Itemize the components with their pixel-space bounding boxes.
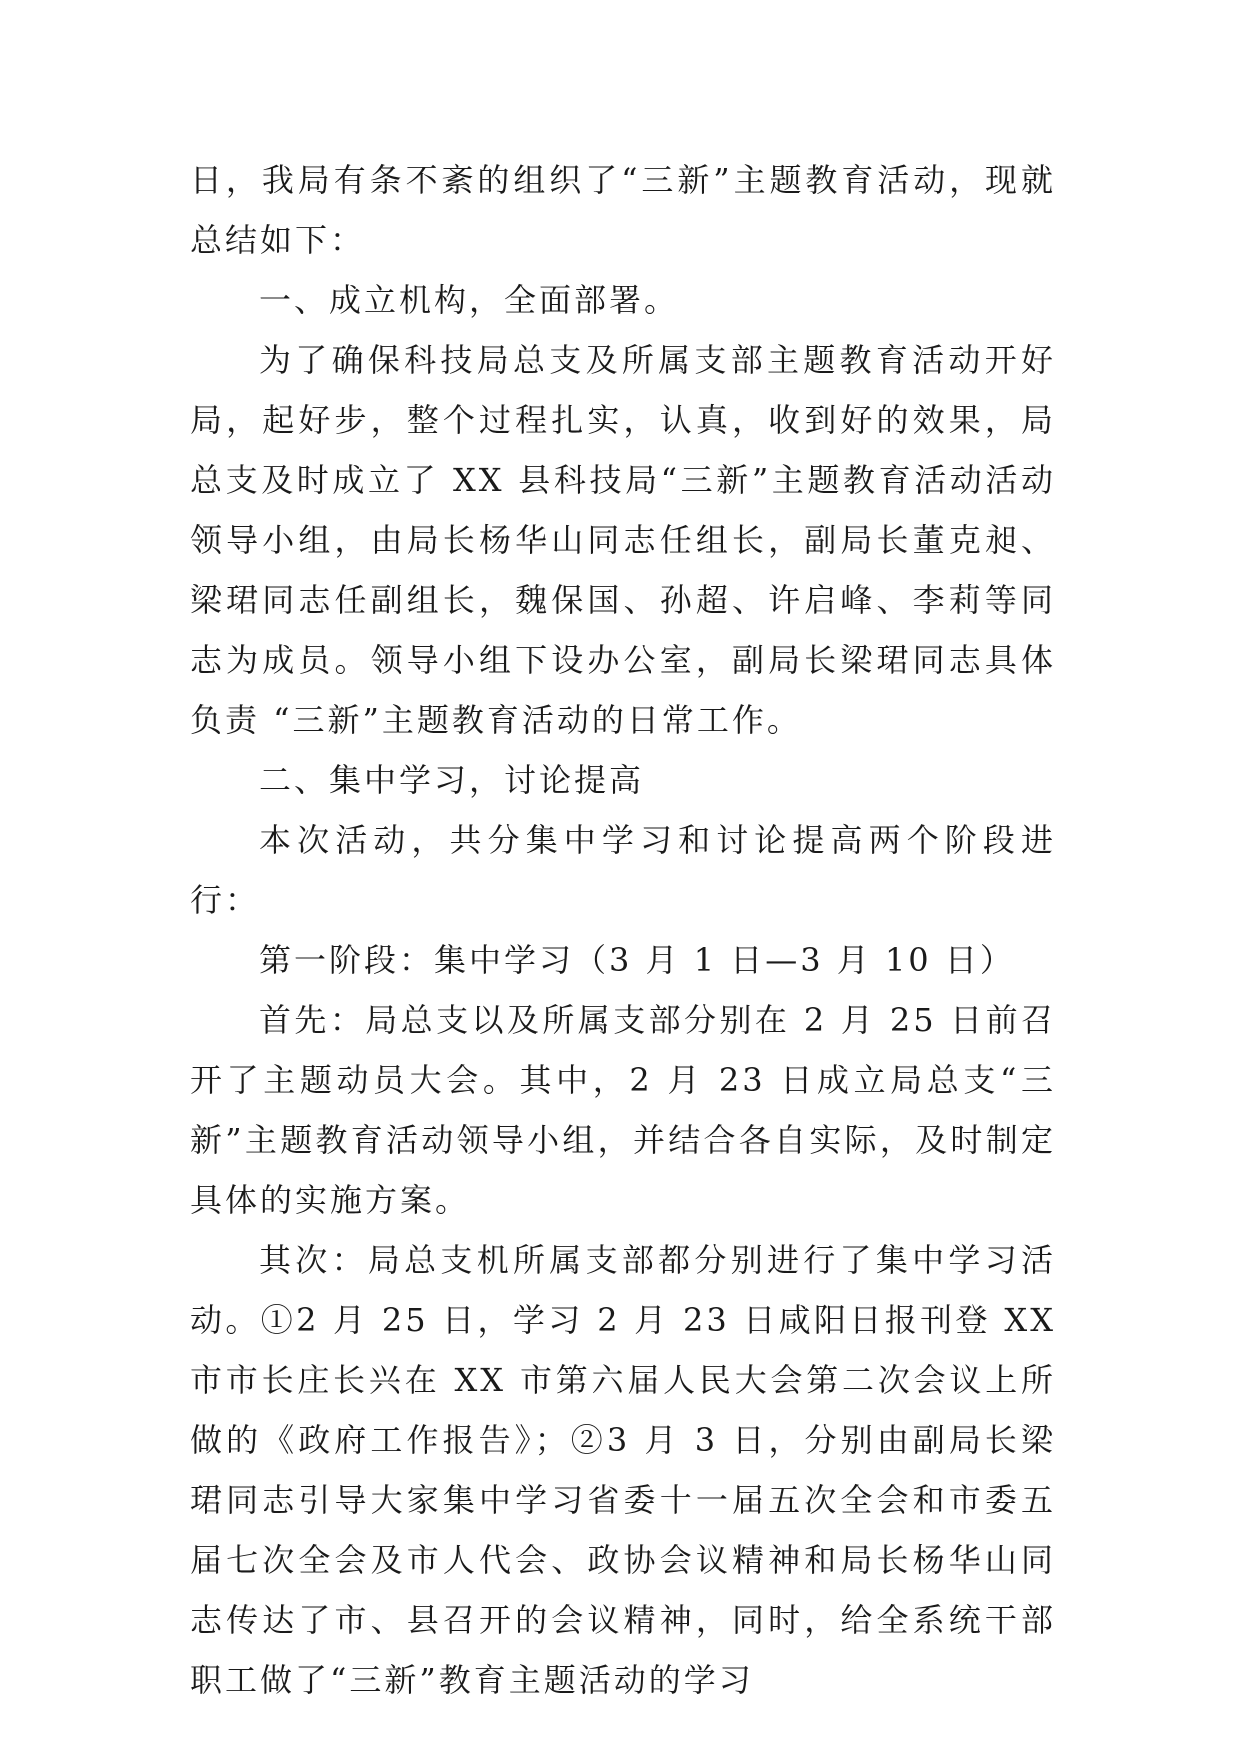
stage-heading-1: 第一阶段：集中学习（3 月 1 日—3 月 10 日）: [259, 941, 1015, 979]
section-heading-1: 一、成立机构，全面部署。: [259, 281, 680, 319]
paragraph-5: 本次活动，共分集中学习和讨论提高两个阶段进行：: [190, 821, 1056, 919]
paragraph-7: 首先：局总支以及所属支部分别在 2 月 25 日前召开了主题动员大会。其中，2 月 23 日成立局总支“三新”主题教育活动领导小组，并结合各自实际，及时制定具体的实施方案。: [190, 1001, 1056, 1219]
document-body: [190, 150, 1056, 1710]
paragraph-1: 日，我局有条不紊的组织了“三新”主题教育活动，现就总结如下：: [190, 161, 1056, 259]
paragraph-8: 其次：局总支机所属支部都分别进行了集中学习活动。①2 月 25 日，学习 2 月 23 日咸阳日报刊登 XX 市市长庄长兴在 XX 市第六届人民大会第二次会议上所做的《政府工作报告》；②3 月 3 日，分别由副局长梁珺同志引导大家集中学习省委十一届五次全会和市委五届七次全会及市人代会、政协会议精神和局长杨华山同志传达了市、县召开的会议精神，同时，给全系统干部职工做了“三新”教育主题活动的学习: [190, 1241, 1056, 1699]
paragraph-3: 为了确保科技局总支及所属支部主题教育活动开好局，起好步，整个过程扎实，认真，收到好的效果，局总支及时成立了 XX 县科技局“三新”主题教育活动活动领导小组，由局长杨华山同志任组长，副局长董克昶、梁珺同志任副组长，魏保国、孙超、许启峰、李莉等同志为成员。领导小组下设办公室，副局长梁珺同志具体负责 “三新”主题教育活动的日常工作。: [190, 341, 1056, 739]
section-heading-2: 二、集中学习，讨论提高: [259, 761, 645, 799]
